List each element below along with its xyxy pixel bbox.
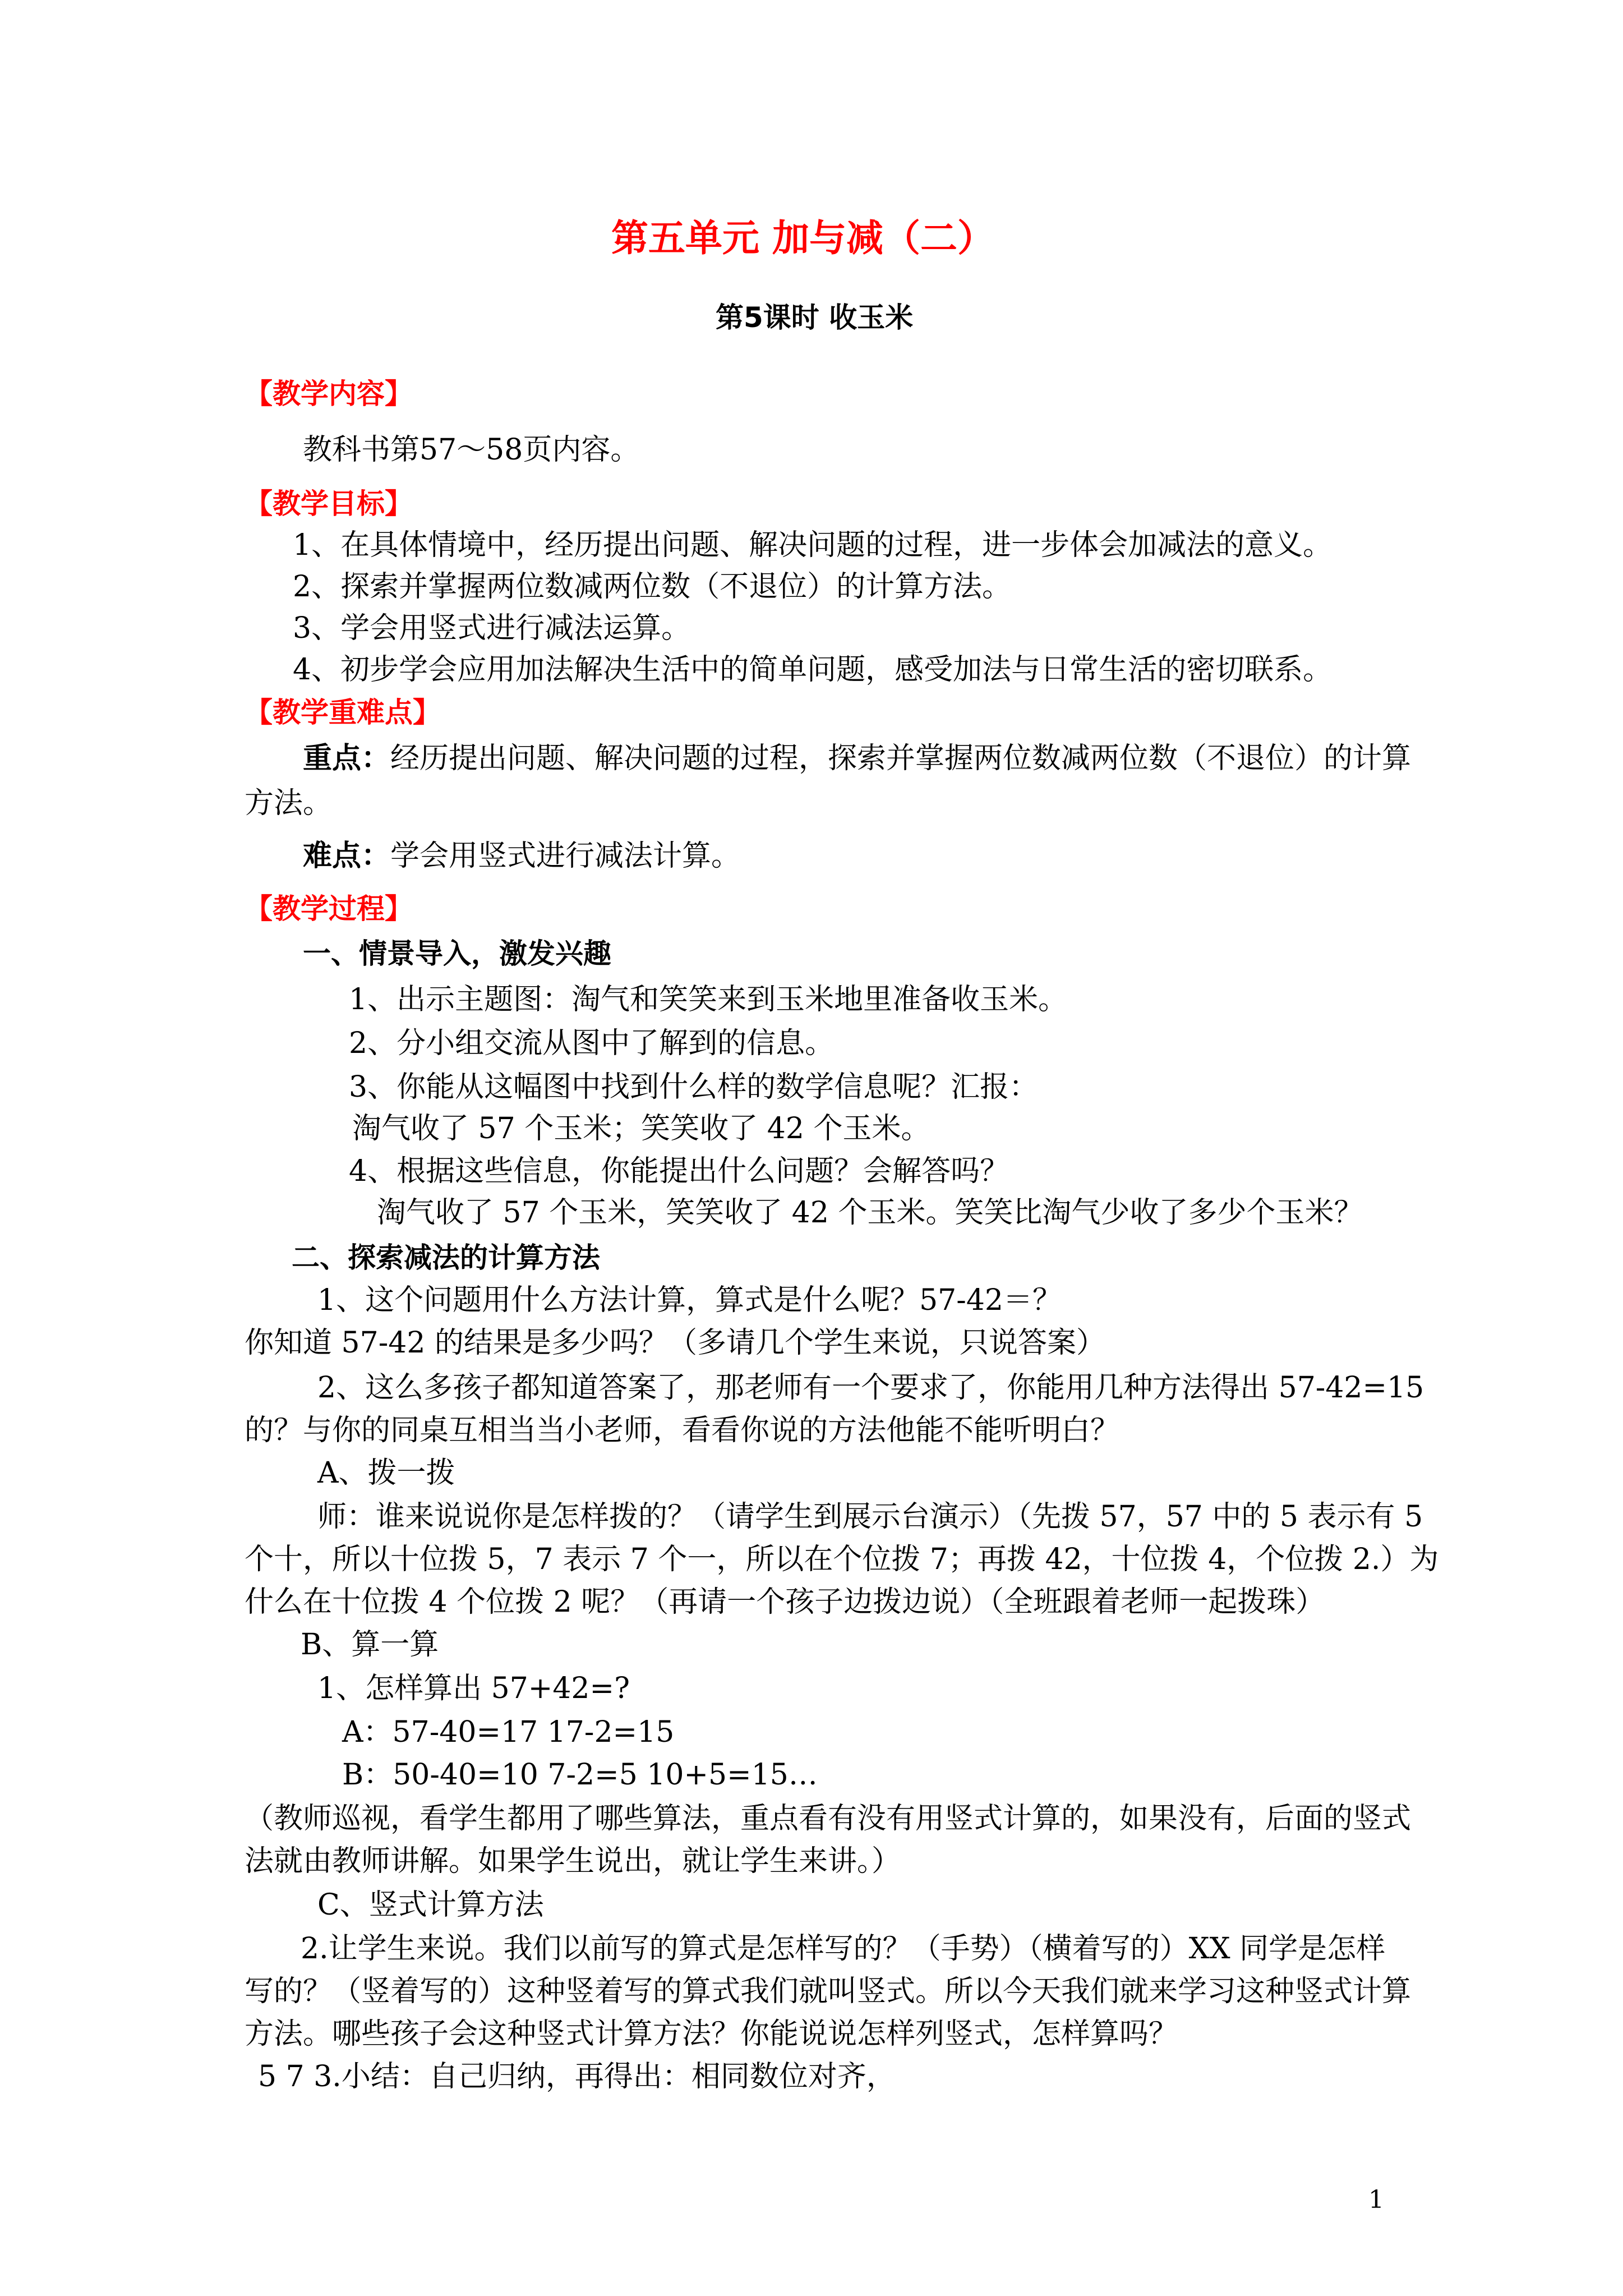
part1-line: 3、你能从这幅图中找到什么样的数学信息呢？汇报： xyxy=(349,1070,1039,1104)
difficulty-text: 学会用竖式进行减法计算。 xyxy=(390,839,741,873)
part2-question2: 2、这么多孩子都知道答案了，那老师有一个要求了，你能用几种方法得出 57-42=15 xyxy=(317,1371,1424,1405)
key-point-continuation: 方法。 xyxy=(245,786,333,820)
method-c-text: 2.让学生来说。我们以前写的算式是怎样写的？（手势）（横着写的）XX 同学是怎样 xyxy=(301,1932,1386,1966)
difficulty-line xyxy=(303,836,740,876)
method-b-heading: B、算一算 xyxy=(301,1628,439,1662)
page-title: 第五单元 加与减（二） xyxy=(611,217,994,260)
goal-item: 1、在具体情境中，经历提出问题、解决问题的过程，进一步体会加减法的意义。 xyxy=(293,528,1332,562)
lesson-subtitle: 第5课时 收玉米 xyxy=(716,301,914,334)
page-number: 1 xyxy=(1368,2185,1384,2214)
part1-heading: 一、情景导入，激发兴趣 xyxy=(303,937,611,970)
teaching-content-text: 教科书第57～58页内容。 xyxy=(303,433,640,467)
heading-teaching-process: 【教学过程】 xyxy=(245,892,413,925)
method-c-text: 方法。哪些孩子会这种竖式计算方法？你能说说怎样列竖式，怎样算吗？ xyxy=(245,2017,1178,2051)
difficulty-label: 难点： xyxy=(303,839,391,873)
key-point-line xyxy=(303,738,1411,779)
heading-teaching-goals: 【教学目标】 xyxy=(245,487,413,520)
method-b-answer-b: B：50-40=10 7-2=5 10+5=15… xyxy=(342,1758,818,1792)
method-a-text: 师：谁来说说你是怎样拨的？（请学生到展示台演示）（先拨 57，57 中的 5 表示有 5 xyxy=(317,1500,1423,1534)
method-a-text: 个十，所以十位拨 5，7 表示 7 个一，所以在个位拨 7；再拨 42，十位拨 4，个位拨 2.）为 xyxy=(245,1543,1439,1576)
part2-question1: 1、这个问题用什么方法计算，算式是什么呢？57-42＝？ xyxy=(317,1283,1062,1317)
goal-item: 4、初步学会应用加法解决生活中的简单问题，感受加法与日常生活的密切联系。 xyxy=(293,653,1332,687)
heading-teaching-content: 【教学内容】 xyxy=(245,378,413,410)
part2-question2-cont: 的？与你的同桌互相当当小老师，看看你说的方法他能不能听明白？ xyxy=(245,1414,1120,1447)
method-b-answer-a: A：57-40=17 17-2=15 xyxy=(342,1715,675,1749)
heading-key-points: 【教学重难点】 xyxy=(245,696,441,729)
part1-line: 1、出示主题图：淘气和笑笑来到玉米地里准备收玉米。 xyxy=(349,983,1068,1016)
part1-line: 2、分小组交流从图中了解到的信息。 xyxy=(349,1027,834,1060)
key-point-text: 经历提出问题、解决问题的过程，探索并掌握两位数减两位数（不退位）的计算 xyxy=(390,742,1412,775)
teacher-note: （教师巡视，看学生都用了哪些算法，重点看有没有用竖式计算的，如果没有，后面的竖式 xyxy=(245,1802,1412,1835)
goal-item: 2、探索并掌握两位数减两位数（不退位）的计算方法。 xyxy=(293,570,1012,604)
teacher-note-cont: 法就由教师讲解。如果学生说出，就让学生来讲。） xyxy=(245,1844,901,1878)
part2-question1-cont: 你知道 57-42 的结果是多少吗？（多请几个学生来说，只说答案） xyxy=(245,1326,1105,1360)
method-c-heading: C、竖式计算方法 xyxy=(317,1888,544,1922)
goal-item: 3、学会用竖式进行减法运算。 xyxy=(293,611,691,645)
key-point-label: 重点： xyxy=(303,742,391,775)
method-b-question: 1、怎样算出 57+42=? xyxy=(317,1672,630,1705)
part2-heading: 二、探索减法的计算方法 xyxy=(292,1241,600,1274)
method-a-heading: A、拨一拨 xyxy=(317,1456,455,1490)
part1-line: 4、根据这些信息，你能提出什么问题？会解答吗？ xyxy=(349,1154,1009,1188)
part1-line: 淘气收了 57 个玉米；笑笑收了 42 个玉米。 xyxy=(352,1112,930,1145)
method-a-text: 什么在十位拨 4 个位拨 2 呢？（再请一个孩子边拨边说）（全班跟着老师一起拨珠） xyxy=(245,1585,1325,1619)
part1-line: 淘气收了 57 个玉米，笑笑收了 42 个玉米。笑笑比淘气少收了多少个玉米？ xyxy=(377,1196,1363,1230)
method-c-summary: 5 7 3.小结：自己归纳，再得出：相同数位对齐， xyxy=(258,2060,896,2093)
method-c-text: 写的？（竖着写的）这种竖着写的算式我们就叫竖式。所以今天我们就来学习这种竖式计算 xyxy=(245,1975,1412,2008)
